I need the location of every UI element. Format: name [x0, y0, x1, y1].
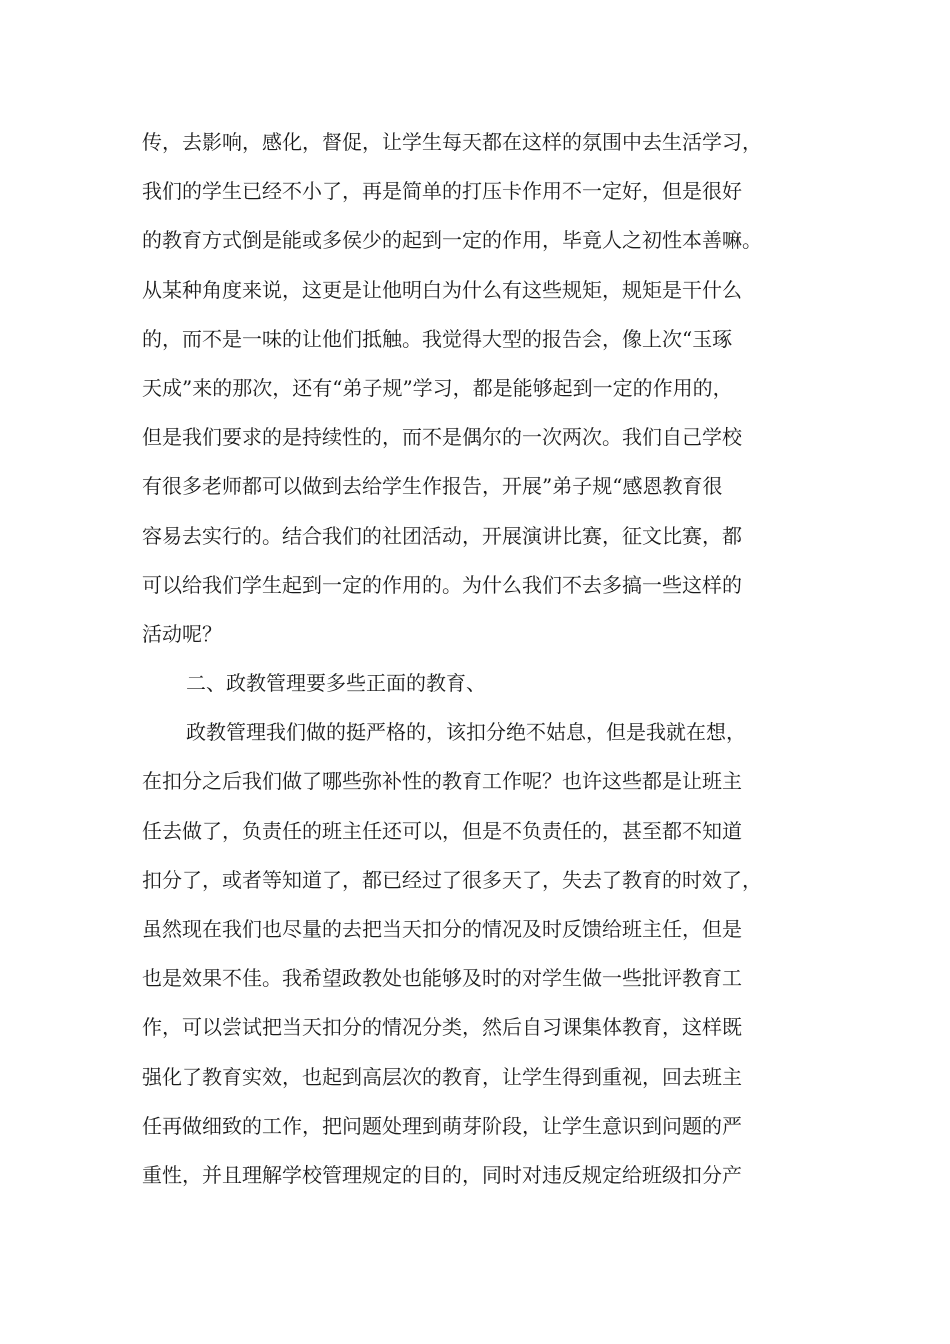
text-line: 天成”来的那次，还有“弟子规”学习，都是能够起到一定的作用的，: [142, 375, 733, 400]
text-line: 也是效果不佳。我希望政教处也能够及时的对学生做一些批评教育工: [142, 966, 742, 991]
text-line: 有很多老师都可以做到去给学生作报告，开展”弟子规“感恩教育很: [142, 474, 723, 499]
text-line: 但是我们要求的是持续性的，而不是偶尔的一次两次。我们自己学校: [142, 425, 742, 450]
text-line: 容易去实行的。结合我们的社团活动，开展演讲比赛，征文比赛，都: [142, 523, 742, 548]
body-text: [142, 118, 842, 1200]
text-line: 强化了教育实效，也起到高层次的教育，让学生得到重视，回去班主: [142, 1064, 742, 1089]
text-line: 任再做细致的工作，把问题处理到萌芽阶段，让学生意识到问题的严: [142, 1113, 742, 1138]
text-line: 传，去影响，感化，督促，让学生每天都在这样的氛围中去生活学习，: [142, 130, 762, 154]
text-line: 作，可以尝试把当天扣分的情况分类，然后自习课集体教育，这样既: [142, 1015, 742, 1040]
text-line: 我们的学生已经不小了，再是简单的打压卡作用不一定好，但是很好: [142, 179, 742, 204]
text-line: 扣分了，或者等知道了，都已经过了很多天了，失去了教育的时效了，: [142, 867, 762, 892]
text-line: 虽然现在我们也尽量的去把当天扣分的情况及时反馈给班主任，但是: [142, 917, 742, 941]
text-line: 政教管理我们做的挺严格的，该扣分绝不姑息，但是我就在想，: [186, 720, 746, 745]
text-line: 任去做了，负责任的班主任还可以，但是不负责任的，甚至都不知道: [142, 818, 742, 843]
text-line: 可以给我们学生起到一定的作用的。为什么我们不去多搞一些这样的: [142, 572, 742, 597]
text-line: 从某种角度来说，这更是让他明白为什么有这些规矩，规矩是干什么: [142, 277, 742, 302]
text-line: 活动呢？: [142, 621, 222, 646]
text-line: 重性，并且理解学校管理规定的目的，同时对违反规定给班级扣分产: [142, 1162, 742, 1187]
text-line: 的教育方式倒是能或多侯少的起到一定的作用，毕竟人之初性本善嘛。: [142, 228, 762, 253]
text-line: 在扣分之后我们做了哪些弥补性的教育工作呢？也许这些都是让班主: [142, 769, 742, 794]
section-heading: 二、政教管理要多些正面的教育、: [186, 671, 486, 696]
text-line: 的，而不是一味的让他们抵触。我觉得大型的报告会，像上次“玉琢: [142, 326, 733, 351]
